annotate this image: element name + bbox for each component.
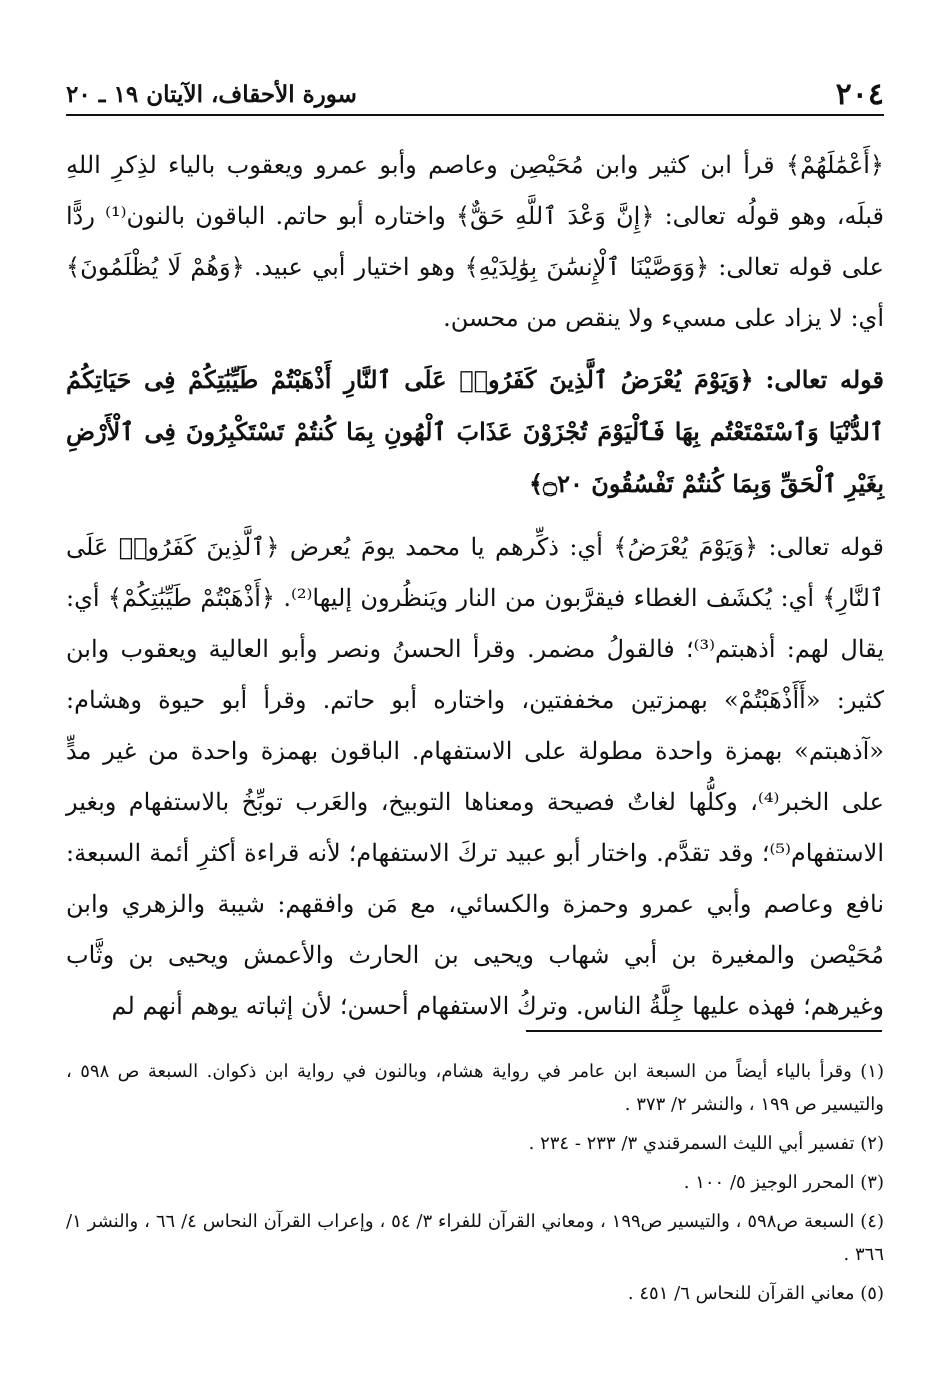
footnote-divider [526, 1030, 882, 1032]
page-number: ٢٠٤ [835, 76, 884, 112]
footnote-5: (٥) معاني القرآن للنحاس ٦/ ٤٥١ . [627, 1283, 884, 1304]
footnote-1: (١) وقرأ بالياء أيضاً من السبعة ابن عامر في رواية هشام، وبالنون في رواية ابن ذكوان. السبعة ص ٥٩٨ ، والتيسير ص ١٩٩ ، والنشر ٢/ ٣٧٣ . [66, 1061, 884, 1115]
main-text [66, 140, 884, 1032]
quran-verse: ﴿وَيَوْمَ يُعْرَضُ ٱلَّذِينَ كَفَرُوا۟ عَلَى ٱلنَّارِ أَذْهَبْتُمْ طَيِّبَٰتِكُمْ فِى حَيَاتِكُمُ ٱلدُّنْيَا وَٱسْتَمْتَعْتُم بِهَا فَٱلْيَوْمَ تُجْزَوْنَ عَذَابَ ٱلْهُونِ بِمَا كُنتُمْ تَسْتَكْبِرُونَ فِى ٱلْأَرْضِ بِغَيْرِ ٱلْحَقِّ وَبِمَا كُنتُمْ تَفْسُقُونَ ۝٢٠﴾ [66, 365, 884, 498]
running-title: سورة الأحقاف، الآيتان ١٩ ـ ٢٠ [66, 80, 357, 108]
footnote-2: (٢) تفسير أبي الليث السمرقندي ٣/ ٢٣٣ - ٢٣٤ . [528, 1133, 884, 1154]
page-header [66, 74, 884, 116]
verse-block [66, 354, 884, 510]
footnote-4: (٤) السبعة ص٥٩٨ ، والتيسير ص١٩٩ ، ومعاني القرآن للفراء ٣/ ٥٤ ، وإعراب القرآن النحاس ٤/ ٦٦ ، والنشر ١/ ٣٦٦ . [66, 1211, 884, 1265]
footnotes [66, 1055, 884, 1316]
verse-label: قوله تعالى: [765, 365, 885, 394]
footnote-3: (٣) المحرر الوجيز ٥/ ١٠٠ . [683, 1172, 884, 1193]
paragraph-2: قوله تعالى: ﴿وَيَوْمَ يُعْرَضُ﴾ أي: ذكِّرهم يا محمد يومَ يُعرض ﴿ٱلَّذِينَ كَفَرُوا۟ عَلَى ٱلنَّارِ﴾ أي: يُكشَف الغطاء فيقرَّبون من النار ويَنظُرون إليها⁽²⁾. ﴿أَذْهَبْتُمْ طَيِّبَٰتِكُمْ﴾ أي: يقال لهم: أذهبتم⁽³⁾؛ فالقولُ مضمر. وقرأ الحسنُ ونصر وأبو العالية ويعقوب وابن كثير: «أَأَذْهَبْتُمْ» بهمزتين مخففتين، واختاره أبو حاتم. وقرأ أبو حيوة وهشام: «آذهبتم» بهمزة واحدة مطولة على الاستفهام. الباقون بهمزة واحدة من غير مدٍّ على الخبر⁽⁴⁾، وكلُّها لغاتٌ فصيحة ومعناها التوبيخ، والعَرب توبِّخُ بالاستفهام وبغير الاستفهام⁽⁵⁾؛ وقد تقدَّم. واختار أبو عبيد تركَ الاستفهام؛ لأنه قراءة أكثرِ أئمة السبعة: نافع وعاصم وأبي عمرو وحمزة والكسائي، مع مَن وافقهم: شيبة والزهري وابن مُحَيْصن والمغيرة بن أبي شهاب ويحيى بن الحارث والأعمش ويحيى بن وثَّاب وغيرهم؛ فهذه عليها جِلَّةُ الناس. وتركُ الاستفهام أحسن؛ لأن إثباته يوهم أنهم لم [66, 533, 885, 1020]
paragraph-1: ﴿أَعْمَٰلَهُمْ﴾ قرأ ابن كثير وابن مُحَيْصِن وعاصم وأبو عمرو ويعقوب بالياء لذِكرِ اللهِ قبلَه، وهو قولُه تعالى: ﴿إِنَّ وَعْدَ ٱللَّهِ حَقٌّ﴾ واختاره أبو حاتم. الباقون بالنون⁽¹⁾ ردًّا على قوله تعالى: ﴿وَوَصَّيْنَا ٱلْإِنسَٰنَ بِوَٰلِدَيْهِ﴾ وهو اختيار أبي عبيد. ﴿وَهُمْ لَا يُظْلَمُونَ﴾ أي: لا يزاد على مسيء ولا ينقص من محسن. [66, 151, 885, 332]
